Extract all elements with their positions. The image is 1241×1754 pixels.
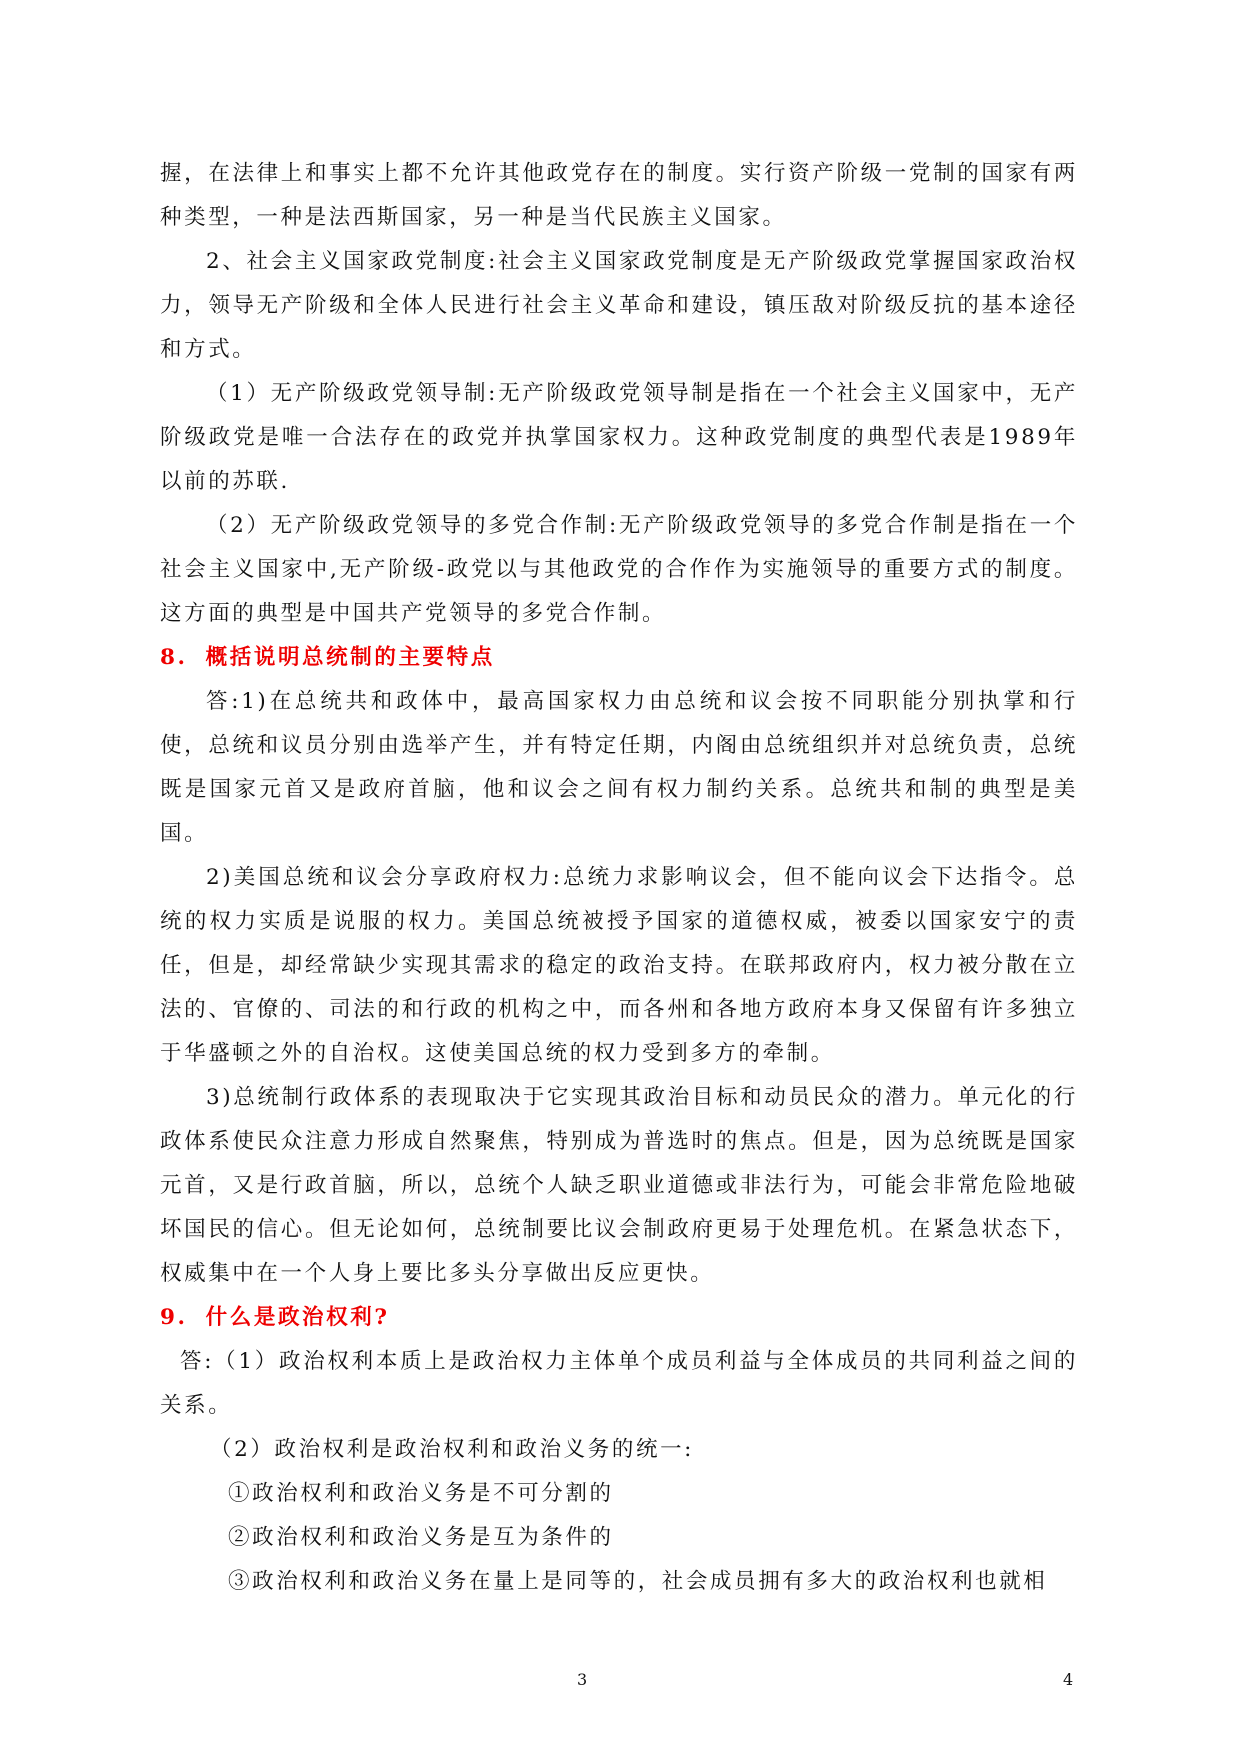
paragraph-continuation: 握，在法律上和事实上都不允许其他政党存在的制度。实行资产阶级一党制的国家有两种类型，一种是法西斯国家，另一种是当代民族主义国家。 <box>160 161 1078 230</box>
question-9-heading <box>160 1296 1078 1340</box>
question-9-number: 9. <box>160 1305 188 1330</box>
page-number-right: 4 <box>1063 1670 1074 1689</box>
answer-9-part-1: 答:（1）政治权利本质上是政治权力主体单个成员利益与全体成员的共同利益之间的关系。 <box>160 1349 1078 1418</box>
question-8-title: 概括说明总统制的主要特点 <box>205 645 495 670</box>
document-body <box>160 152 1078 1604</box>
page-number-left: 3 <box>577 1670 588 1689</box>
question-9-title: 什么是政治权利? <box>205 1305 390 1330</box>
answer-8-part-3: 3)总统制行政体系的表现取决于它实现其政治目标和动员民众的潜力。单元化的行政体系使民众注意力形成自然聚焦，特别成为普选时的焦点。但是，因为总统既是国家元首，又是行政首脑，所以，总统个人缺乏职业道德或非法行为，可能会非常危险地破坏国民的信心。但无论如何，总统制要比议会制政府更易于处理危机。在紧急状态下，权威集中在一个人身上要比多头分享做出反应更快。 <box>160 1085 1078 1286</box>
paragraph-socialist-party-system: 2、社会主义国家政党制度:社会主义国家政党制度是无产阶级政党掌握国家政治权力，领导无产阶级和全体人民进行社会主义革命和建设，镇压敌对阶级反抗的基本途径和方式。 <box>160 249 1078 362</box>
answer-8-part-2: 2)美国总统和议会分享政府权力:总统力求影响议会，但不能向议会下达指令。总统的权力实质是说服的权力。美国总统被授予国家的道德权威，被委以国家安宁的责任，但是，却经常缺少实现其需求的稳定的政治支持。在联邦政府内，权力被分散在立法的、官僚的、司法的和行政的机构之中，而各州和各地方政府本身又保留有许多独立于华盛顿之外的自治权。这使美国总统的权力受到多方的牵制。 <box>160 865 1078 1066</box>
paragraph-proletarian-party-leadership: （1）无产阶级政党领导制:无产阶级政党领导制是指在一个社会主义国家中，无产阶级政党是唯一合法存在的政党并执掌国家权力。这种政党制度的典型代表是1989年以前的苏联. <box>160 381 1078 494</box>
list-item: ①政治权利和政治义务是不可分割的 <box>228 1481 614 1506</box>
list-item: ③政治权利和政治义务在量上是同等的，社会成员拥有多大的政治权利也就相 <box>228 1569 1048 1594</box>
question-8-heading <box>160 636 1078 680</box>
question-8-number: 8. <box>160 645 188 670</box>
answer-8-part-1: 答:1)在总统共和政体中，最高国家权力由总统和议会按不同职能分别执掌和行使，总统和议员分别由选举产生，并有特定任期，内阁由总统组织并对总统负责，总统既是国家元首又是政府首脑，他和议会之间有权力制约关系。总统共和制的典型是美国。 <box>160 689 1078 846</box>
list-item: ②政治权利和政治义务是互为条件的 <box>228 1525 614 1550</box>
answer-9-part-2: （2）政治权利是政治权利和政治义务的统一: <box>210 1437 695 1462</box>
paragraph-multi-party-cooperation: （2）无产阶级政党领导的多党合作制:无产阶级政党领导的多党合作制是指在一个社会主义国家中,无产阶级-政党以与其他政党的合作作为实施领导的重要方式的制度。这方面的典型是中国共产党领导的多党合作制。 <box>160 513 1078 626</box>
